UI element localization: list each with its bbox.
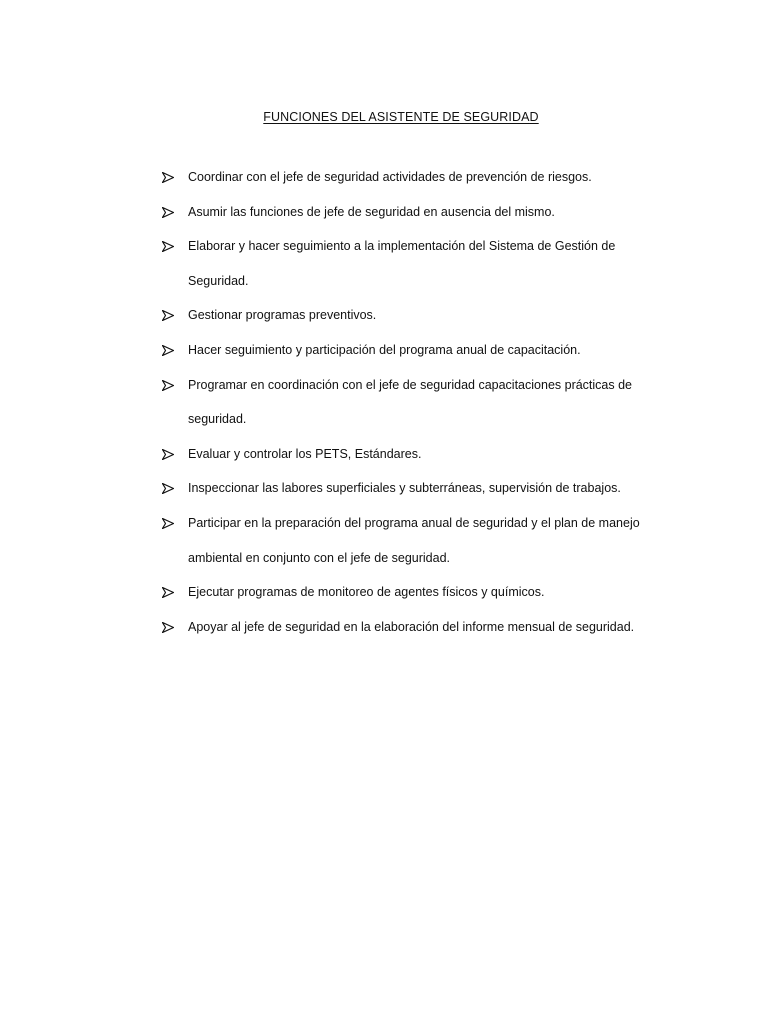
list-item (162, 506, 662, 575)
list-item-text: Ejecutar programas de monitoreo de agentes físicos y químicos. (188, 585, 545, 600)
list-item-text: Hacer seguimiento y participación del programa anual de capacitación. (188, 342, 581, 357)
list-item (162, 195, 662, 230)
document-title: FUNCIONES DEL ASISTENTE DE SEGURIDAD (263, 110, 539, 124)
list-item-text: Apoyar al jefe de seguridad en la elaboración del informe mensual de seguridad. (188, 619, 635, 634)
arrowhead-bullet-icon (162, 241, 174, 252)
list-item-text: Coordinar con el jefe de seguridad actividades de prevención de riesgos. (188, 170, 592, 184)
list-item (162, 298, 662, 333)
arrowhead-bullet-icon (162, 483, 174, 494)
arrowhead-bullet-icon (162, 207, 174, 218)
arrowhead-bullet-icon (162, 380, 174, 391)
arrowhead-bullet-icon (162, 172, 174, 183)
list-item-text: Participar en la preparación del programa anual de seguridad y el plan de manejo ambiental en conjunto con el jefe de seguridad. (188, 515, 640, 565)
list-item-text: Evaluar y controlar los PETS, Estándares. (188, 446, 422, 461)
list-item (162, 437, 662, 472)
arrowhead-bullet-icon (162, 310, 174, 321)
list-item (162, 575, 662, 610)
list-item (162, 610, 662, 645)
list-item (162, 471, 662, 506)
list-item-text: Gestionar programas preventivos. (188, 308, 377, 323)
arrowhead-bullet-icon (162, 622, 174, 633)
list-item-text: Asumir las funciones de jefe de seguridad en ausencia del mismo. (188, 204, 555, 219)
arrowhead-bullet-icon (162, 518, 174, 529)
arrowhead-bullet-icon (162, 449, 174, 460)
list-item (162, 229, 662, 298)
list-item (162, 160, 662, 195)
list-item (162, 368, 662, 437)
functions-list (162, 160, 662, 644)
list-item (162, 333, 662, 368)
arrowhead-bullet-icon (162, 345, 174, 356)
list-item-text: Programar en coordinación con el jefe de seguridad capacitaciones prácticas de seguridad. (188, 377, 633, 427)
arrowhead-bullet-icon (162, 587, 174, 598)
list-item-text: Elaborar y hacer seguimiento a la implementación del Sistema de Gestión de Seguridad. (188, 239, 616, 288)
list-item-text: Inspeccionar las labores superficiales y subterráneas, supervisión de trabajos. (188, 481, 621, 496)
